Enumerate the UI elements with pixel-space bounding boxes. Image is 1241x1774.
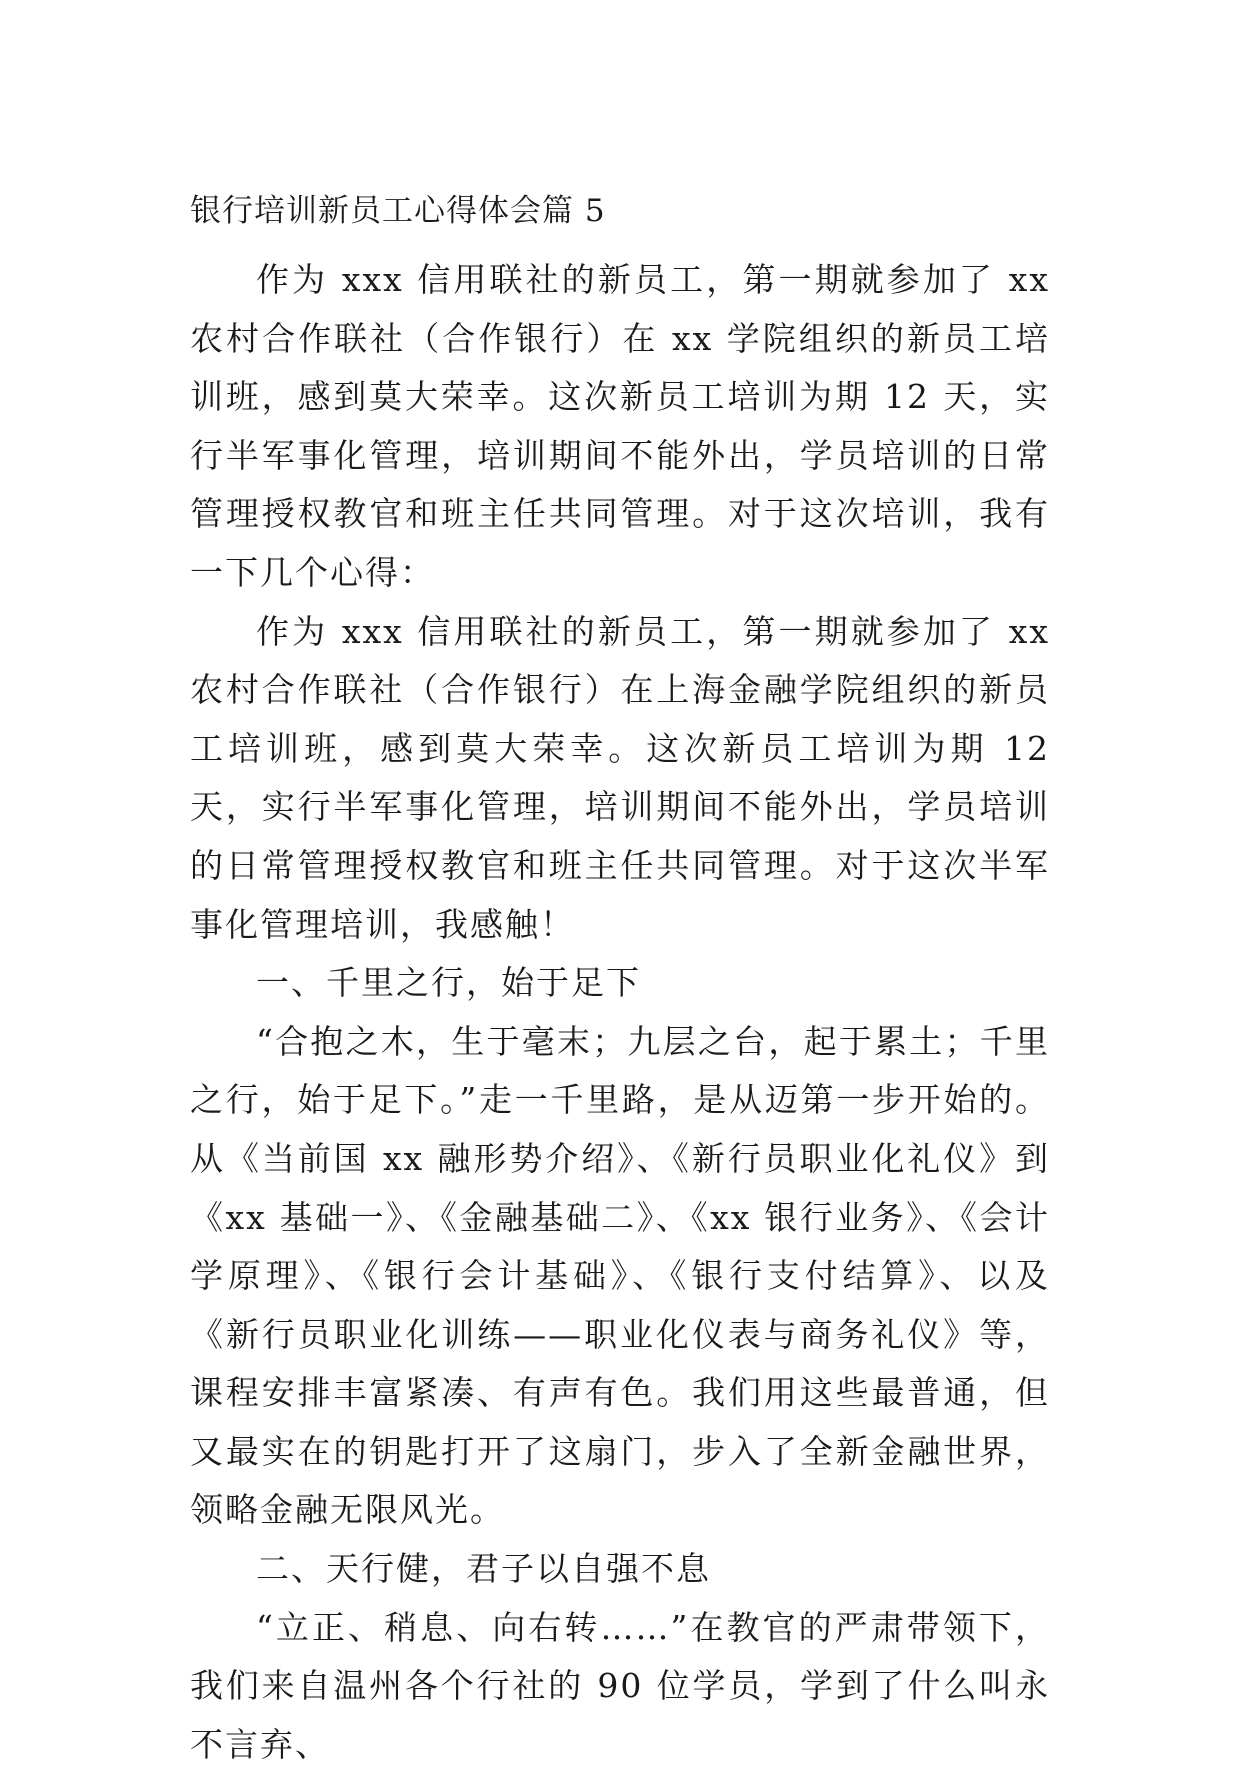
document-page [190, 190, 1050, 1774]
paragraph-section-2: “立正、稍息、向右转……”在教官的严肃带领下，我们来自温州各个行社的 90 位学员，学到了什么叫永不言弃、 [190, 1607, 1050, 1764]
paragraph-intro-1: 作为 xxx 信用联社的新员工，第一期就参加了 xx 农村合作联社（合作银行）在 xx 学院组织的新员工培训班，感到莫大荣幸。这次新员工培训为期 12 天，实行半军事化管理，培训期间不能外出，学员培训的日常管理授权教官和班主任共同管理。对于这次培训，我有一下几个心得： [190, 260, 1050, 592]
paragraph-intro-2: 作为 xxx 信用联社的新员工，第一期就参加了 xx 农村合作联社（合作银行）在上海金融学院组织的新员工培训班，感到莫大荣幸。这次新员工培训为期 12 天，实行半军事化管理，培训期间不能外出，学员培训的日常管理授权教官和班主任共同管理。对于这次半军事化管理培训，我感触！ [190, 611, 1050, 944]
document-title: 银行培训新员工心得体会篇 5 [190, 193, 606, 229]
paragraph-section-1: “合抱之木，生于毫末；九层之台，起于累土；千里之行，始于足下。”走一千里路，是从迈第一步开始的。从《当前国 xx 融形势介绍》、《新行员职业化礼仪》到《xx 基础一》、《金融基础二》、《xx 银行业务》、《会计学原理》、《银行会计基础》、《银行支付结算》、以及《新行员职业化训练——职业化仪表与商务礼仪》等，课程安排丰富紧凑、有声有色。我们用这些最普通，但又最实在的钥匙打开了这扇门，步入了全新金融世界，领略金融无限风光。 [190, 1021, 1050, 1530]
section-heading-1: 一、千里之行，始于足下 [256, 963, 641, 1003]
section-heading-2: 二、天行健，君子以自强不息 [256, 1549, 711, 1589]
